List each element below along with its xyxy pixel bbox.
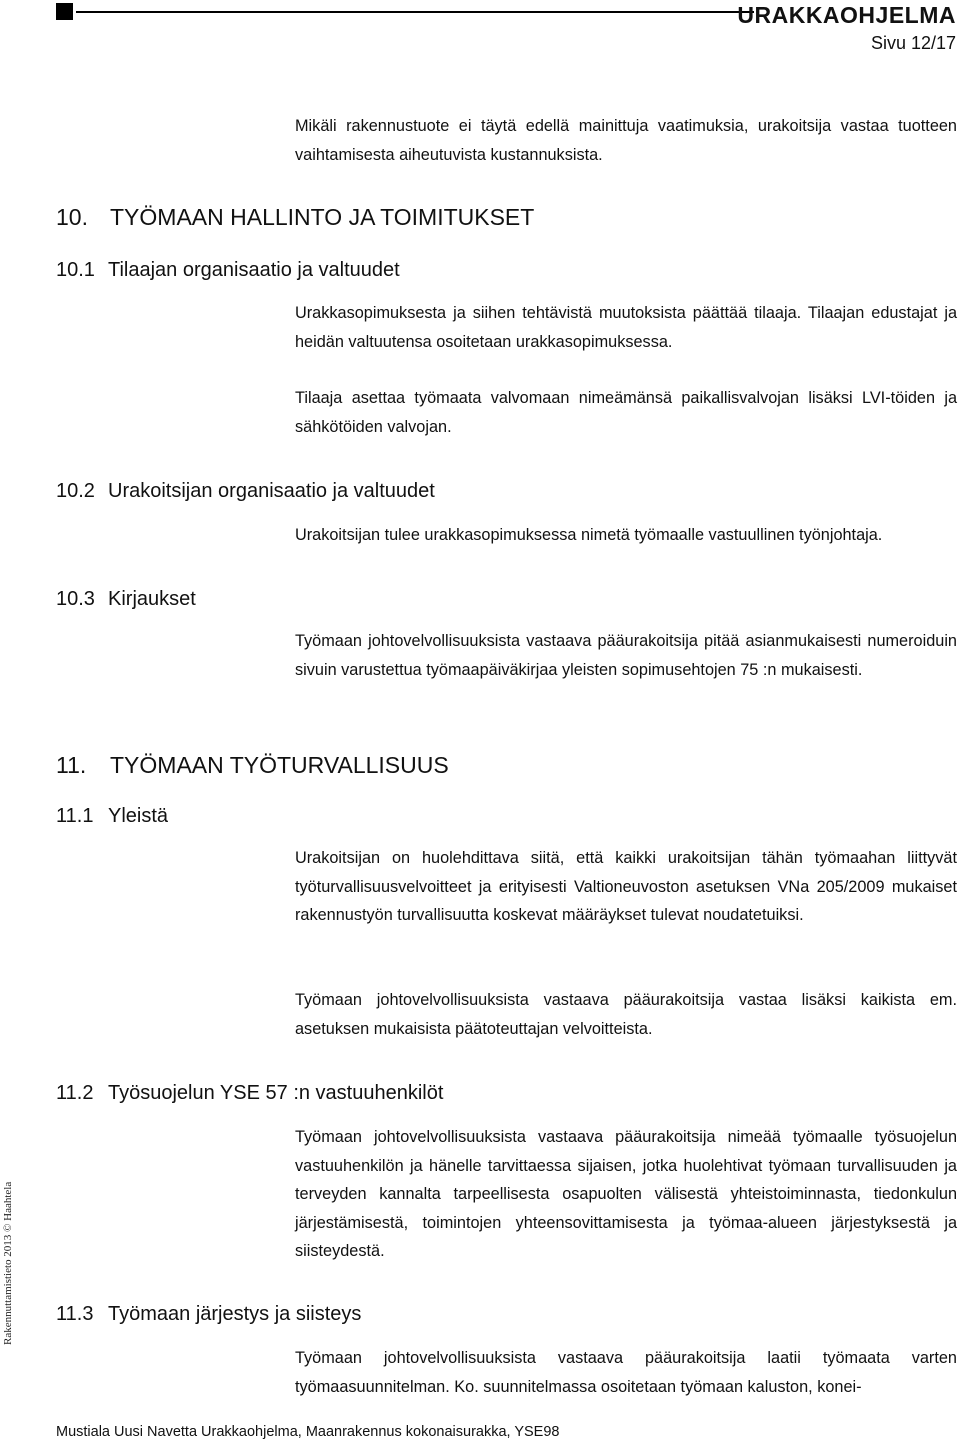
paragraph: Urakkasopimuksesta ja siihen tehtävistä muutoksista päättää tilaaja. Tilaajan edustajat ja heidän valtuutensa osoitetaan urakkasopimuksessa. [295, 304, 957, 351]
section-number: 11.2 [56, 1082, 94, 1104]
section-11-2-heading [56, 1082, 443, 1105]
header-square [56, 3, 73, 20]
section-11-1-heading [56, 805, 168, 828]
paragraph: Työmaan johtovelvollisuuksista vastaava pääurakoitsija nimeää työmaalle työsuojelun vastuuhenkilön ja hänelle tarvittaessa sijaisen, jotka huolehtivat työmaan turvallisuuden ja terveyden kannalta tarpeellisesta osapuolten välisestä yhteistoiminnasta, tiedonkulun järjestämisestä, toimintojen yhteensovittamisesta ja työmaa-alueen järjestyksestä ja siisteydestä. [295, 1128, 957, 1260]
header-rule [76, 11, 754, 13]
section-title: Työsuojelun YSE 57 :n vastuuhenkilöt [108, 1082, 444, 1104]
section-title: TYÖMAAN HALLINTO JA TOIMITUKSET [110, 204, 535, 230]
side-copyright-note: Rakennuttamistieto 2013 © Haahtela [2, 1181, 14, 1345]
section-number: 11. [56, 752, 87, 778]
section-number: 10.1 [56, 259, 95, 281]
section-10-2-heading [56, 480, 435, 503]
section-title: Työmaan järjestys ja siisteys [108, 1303, 362, 1325]
section-title: Tilaajan organisaatio ja valtuudet [108, 259, 400, 281]
paragraph: Urakoitsijan tulee urakkasopimuksessa nimetä työmaalle vastuullinen työnjohtaja. [295, 526, 883, 544]
paragraph: Työmaan johtovelvollisuuksista vastaava pääurakoitsija pitää asianmukaisesti numeroiduin sivuin varustettua työmaapäiväkirjaa yleisten sopimusehtojen 75 :n mukaisesti. [295, 632, 957, 679]
document-title: URAKKAOHJELMA [737, 2, 956, 28]
paragraph: Tilaaja asettaa työmaata valvomaan nimeämänsä paikallisvalvojan lisäksi LVI-töiden ja sähkötöiden valvojan. [295, 389, 957, 436]
section-number: 11.3 [56, 1303, 94, 1325]
section-10-3-heading [56, 588, 196, 611]
intro-paragraph: Mikäli rakennustuote ei täytä edellä mainittuja vaatimuksia, urakoitsija vastaa tuotteen vaihtamisesta aiheutuvista kustannuksista. [295, 117, 957, 164]
paragraph: Työmaan johtovelvollisuuksista vastaava pääurakoitsija laatii työmaata varten työmaasuunnitelman. Ko. suunnitelmassa osoitetaan työmaan kaluston, konei- [295, 1349, 957, 1396]
section-11-3-heading [56, 1303, 361, 1326]
section-number: 10.2 [56, 480, 95, 502]
section-number: 11.1 [56, 805, 94, 827]
page-footer: Mustiala Uusi Navetta Urakkaohjelma, Maanrakennus kokonaisurakka, YSE98 [56, 1424, 560, 1440]
paragraph: Urakoitsijan on huolehdittava siitä, että kaikki urakoitsijan tähän työmaahan liittyvät työturvallisuusvelvoitteet ja erityisesti Valtioneuvoston asetuksen VNa 205/2009 mukaiset rakennustyön turvallisuutta koskevat määräykset tulevat noudatetuiksi. [295, 849, 957, 924]
section-title: Yleistä [108, 805, 169, 827]
section-10-heading [56, 204, 534, 231]
section-title: Kirjaukset [108, 588, 196, 610]
section-number: 10. [56, 204, 88, 230]
section-title: Urakoitsijan organisaatio ja valtuudet [108, 480, 435, 502]
section-number: 10.3 [56, 588, 95, 610]
page-number: Sivu 12/17 [870, 33, 956, 53]
section-10-1-heading [56, 259, 400, 282]
paragraph: Työmaan johtovelvollisuuksista vastaava pääurakoitsija vastaa lisäksi kaikista em. asetuksen mukaisista päätoteuttajan velvoitteista. [295, 991, 957, 1038]
section-11-heading [56, 752, 449, 779]
section-title: TYÖMAAN TYÖTURVALLISUUS [110, 752, 449, 778]
